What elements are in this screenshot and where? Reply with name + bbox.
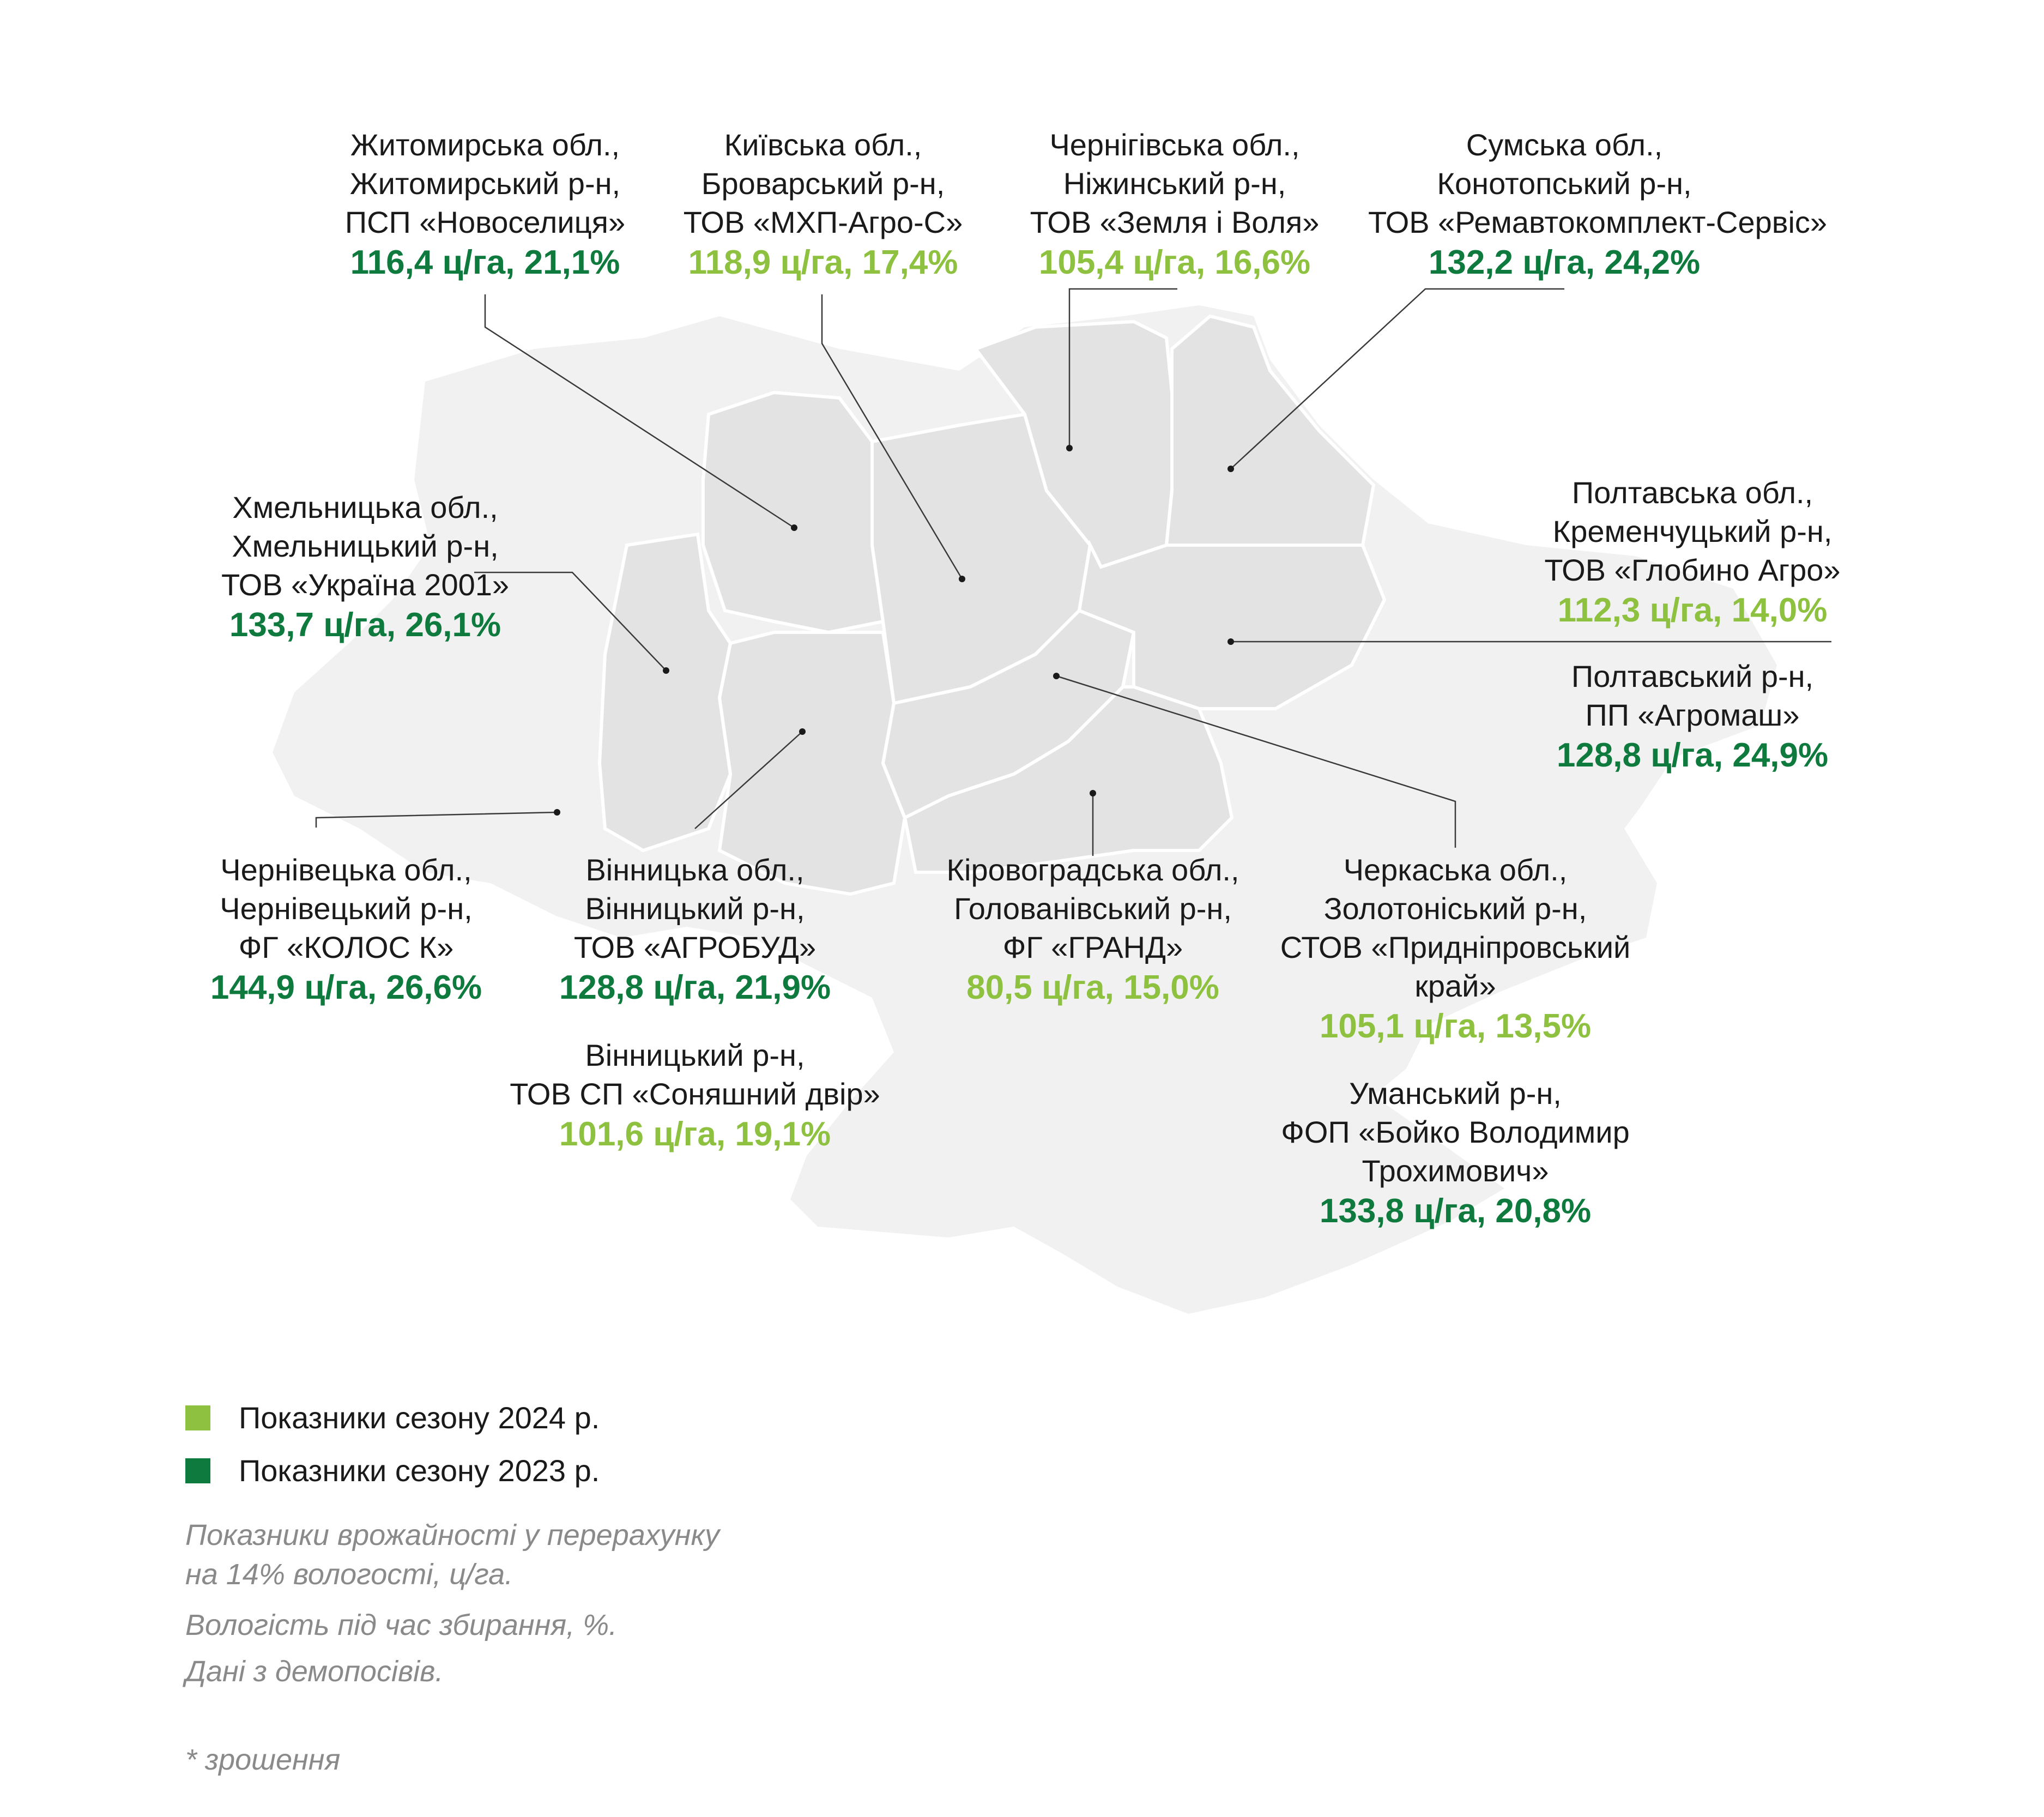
pin-kirovohrad xyxy=(1090,790,1096,796)
region-name: Київська обл., xyxy=(724,128,922,162)
legend-item-2024 xyxy=(185,1400,600,1435)
district-name: Золотоніський р-н, xyxy=(1323,891,1587,926)
label-vinnytsia-sonyashnyi xyxy=(499,1036,891,1155)
yield-value: 105,1 ц/га, 13,5% xyxy=(1319,1007,1592,1045)
pin-sumy xyxy=(1227,466,1234,472)
note-demo: Дані з демопосівів. xyxy=(185,1655,444,1688)
legend-item-2023 xyxy=(185,1453,600,1488)
farm-name: ПП «Агромаш» xyxy=(1585,698,1800,732)
farm-name: ТОВ «Україна 2001» xyxy=(221,568,510,602)
farm-name: ТОВ СП «Соняшний двір» xyxy=(510,1077,880,1111)
legend-label-2023: Показники сезону 2023 р. xyxy=(239,1453,600,1488)
note-line-2: на 14% вологості, ц/га. xyxy=(185,1558,513,1591)
region-name: Чернігівська обл., xyxy=(1049,128,1300,162)
label-chernihiv xyxy=(978,125,1371,283)
label-chernivtsi xyxy=(150,850,542,1008)
pin-zhytomyr xyxy=(791,524,797,531)
district-name: Конотопський р-н, xyxy=(1437,166,1692,201)
pin-cherkasy xyxy=(1053,673,1060,679)
district-name: Вінницький р-н, xyxy=(585,891,805,926)
region-name: Чернівецька обл., xyxy=(220,853,472,887)
pin-kyiv xyxy=(959,576,965,582)
district-name: Житомирський р-н, xyxy=(349,166,621,201)
note-yield-basis xyxy=(185,1516,719,1594)
district-name: Ніжинський р-н, xyxy=(1063,166,1286,201)
region-name: Хмельницька обл., xyxy=(232,490,498,524)
yield-value: 101,6 ц/га, 19,1% xyxy=(559,1115,831,1153)
farm-name: ПСП «Новоселиця» xyxy=(344,205,626,239)
yield-value: 112,3 ц/га, 14,0% xyxy=(1557,591,1828,629)
farm-name-cont: край» xyxy=(1414,969,1496,1003)
label-poltava-district xyxy=(1496,657,1889,776)
farm-name: ФОП «Бойко Володимир xyxy=(1281,1115,1630,1149)
farm-name: ФГ «ГРАНД» xyxy=(1002,930,1183,964)
farm-name-cont: Трохимович» xyxy=(1362,1154,1549,1188)
yield-value: 105,4 ц/га, 16,6% xyxy=(1038,244,1311,281)
yield-value: 132,2 ц/га, 24,2% xyxy=(1428,244,1701,281)
label-poltava-kremenchuk xyxy=(1496,473,1889,631)
yield-value: 128,8 ц/га, 21,9% xyxy=(559,969,831,1006)
district-name: Броварський р-н, xyxy=(701,166,945,201)
district-name: Чернівецький р-н, xyxy=(220,891,473,926)
region-name: Кіровоградська обл., xyxy=(946,853,1239,887)
farm-name: ТОВ «Ремавтокомплект-Сервіс» xyxy=(1368,205,1828,239)
yield-value: 118,9 ц/га, 17,4% xyxy=(688,244,958,281)
district-name: Хмельницький р-н, xyxy=(232,529,499,563)
region-name: Сумська обл., xyxy=(1466,128,1663,162)
legend-label-2024: Показники сезону 2024 р. xyxy=(239,1401,600,1435)
farm-name: СТОВ «Придніпровський xyxy=(1280,930,1631,964)
district-name: Уманський р-н, xyxy=(1349,1076,1562,1110)
district-name: Полтавський р-н, xyxy=(1571,659,1814,693)
swatch-2023 xyxy=(185,1458,210,1483)
farm-name: ФГ «КОЛОС К» xyxy=(238,930,454,964)
label-cherkasy-zolotonosha xyxy=(1259,850,1652,1047)
yield-value: 128,8 ц/га, 24,9% xyxy=(1556,737,1829,774)
label-kirovohrad xyxy=(897,850,1289,1008)
swatch-2024 xyxy=(185,1405,210,1430)
yield-value: 144,9 ц/га, 26,6% xyxy=(210,969,482,1006)
note-moisture: Вологість під час збирання, %. xyxy=(185,1609,618,1641)
district-name: Кременчуцький р-н, xyxy=(1552,514,1833,548)
region-name: Житомирська обл., xyxy=(350,128,620,162)
pin-khmelnytskyi xyxy=(663,667,669,674)
district-name: Голованівський р-н, xyxy=(954,891,1232,926)
note-line-1: Показники врожайності у перерахунку xyxy=(185,1519,719,1552)
label-khmelnytskyi xyxy=(169,488,561,645)
farm-name: ТОВ «Глобино Агро» xyxy=(1544,553,1841,587)
farm-name: ТОВ «МХП-Агро-С» xyxy=(683,205,963,239)
label-cherkasy-uman xyxy=(1259,1074,1652,1232)
farm-name: ТОВ «Земля і Воля» xyxy=(1030,205,1320,239)
region-name: Полтавська обл., xyxy=(1571,475,1813,510)
label-kyiv xyxy=(627,125,1019,283)
label-vinnytsia-agrobud xyxy=(499,850,891,1008)
pin-vinnytsia xyxy=(799,728,806,735)
district-name: Вінницький р-н, xyxy=(585,1038,805,1072)
pin-chernivtsi xyxy=(554,809,560,816)
yield-value: 133,8 ц/га, 20,8% xyxy=(1319,1192,1592,1230)
yield-value: 116,4 ц/га, 21,1% xyxy=(350,244,620,281)
note-irrigation: * зрошення xyxy=(185,1743,341,1776)
region-name: Вінницька обл., xyxy=(585,853,805,887)
yield-value: 80,5 ц/га, 15,0% xyxy=(966,969,1219,1006)
region-zhytomyr xyxy=(703,393,883,632)
region-sumy xyxy=(1166,316,1374,545)
farm-name: ТОВ «АГРОБУД» xyxy=(573,930,817,964)
pin-chernihiv xyxy=(1066,445,1073,451)
label-sumy xyxy=(1368,125,1828,283)
region-name: Черкаська обл., xyxy=(1343,853,1568,887)
yield-value: 133,7 ц/га, 26,1% xyxy=(229,606,501,644)
label-zhytomyr xyxy=(289,125,681,283)
pin-poltava xyxy=(1227,638,1234,645)
